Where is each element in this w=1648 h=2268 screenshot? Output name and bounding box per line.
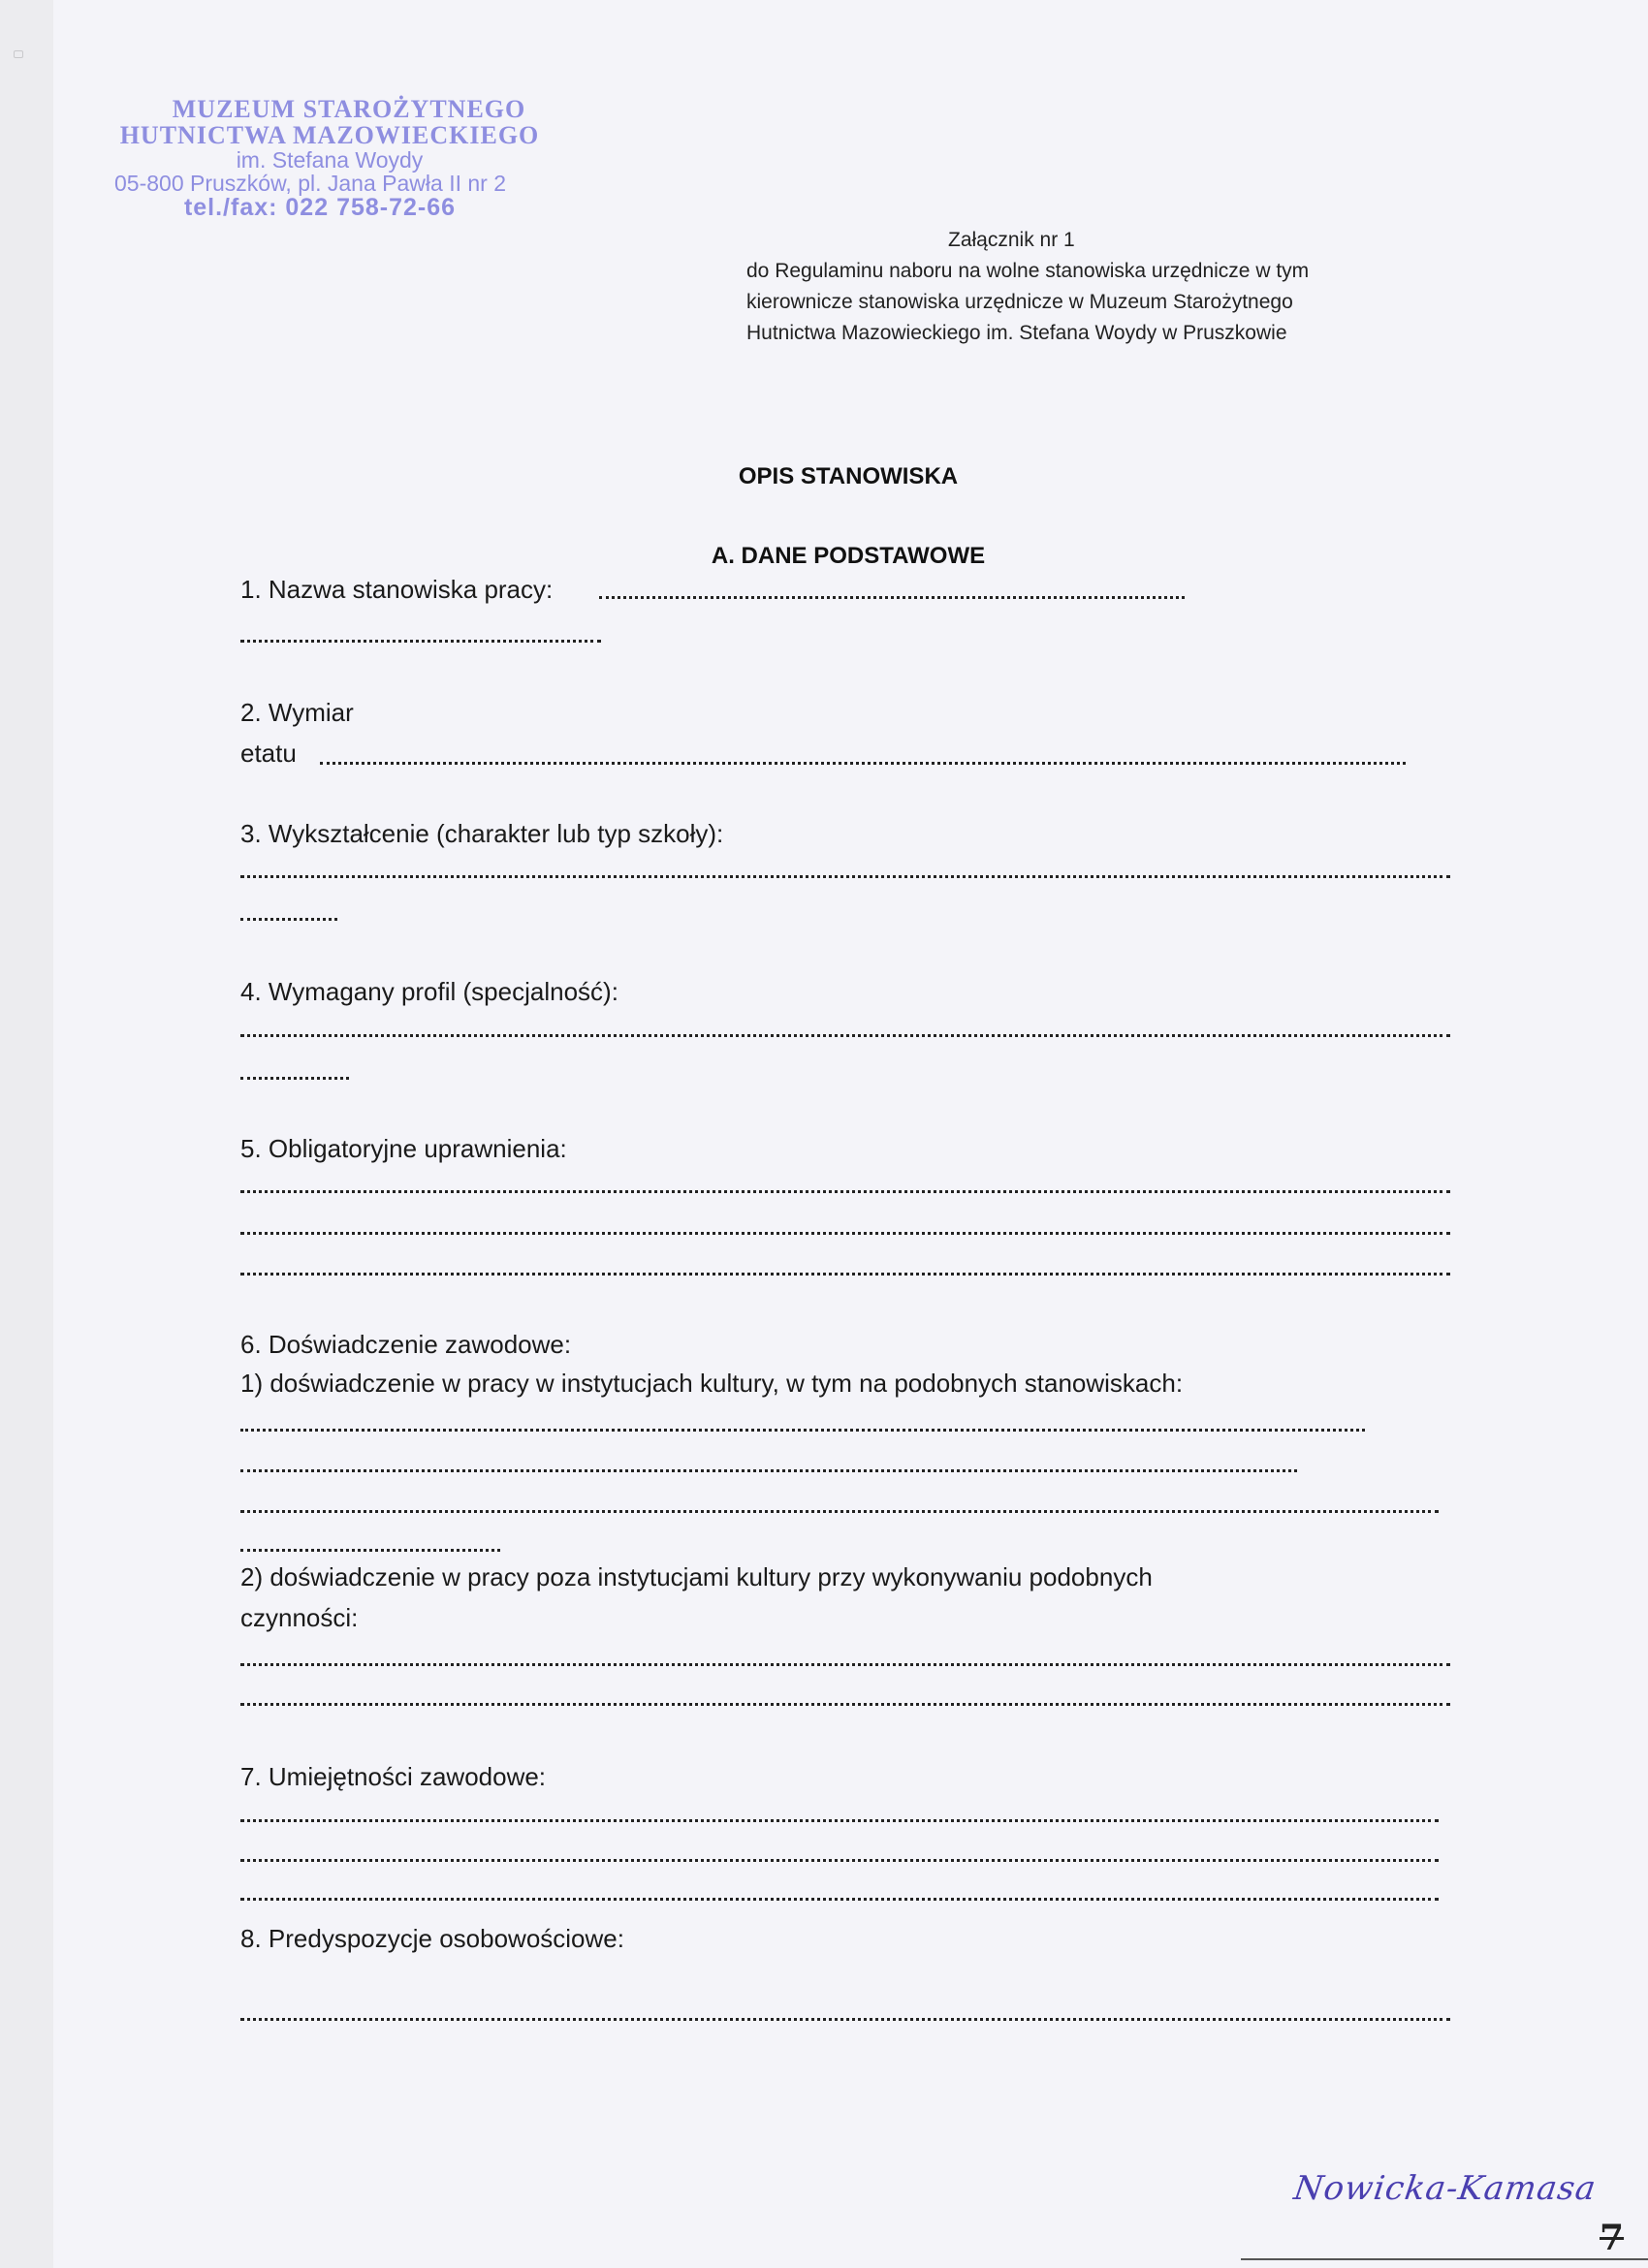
annex-title: Załącznik nr 1: [948, 229, 1075, 251]
field-7-input-line-2[interactable]: [240, 1859, 1439, 1862]
field-6-label: 6. Doświadczenie zawodowe:: [240, 1330, 572, 1359]
field-6-1-input-line-3[interactable]: [240, 1510, 1439, 1513]
field-5-input-line-2[interactable]: [240, 1232, 1450, 1235]
field-6-1-input-line[interactable]: [240, 1429, 1365, 1432]
stamp-line-3: im. Stefana Woydy: [236, 147, 424, 173]
field-6-2-label-cont: czynności:: [240, 1603, 359, 1632]
field-1-input-line-2[interactable]: [240, 640, 601, 643]
field-1-label: 1. Nazwa stanowiska pracy:: [240, 575, 554, 604]
field-6-2-input-line[interactable]: [240, 1663, 1450, 1666]
field-7-label: 7. Umiejętności zawodowe:: [240, 1762, 547, 1791]
field-8-input-line[interactable]: [240, 2018, 1450, 2021]
field-6-2-label: 2) doświadczenie w pracy poza instytucjami kultury przy wykonywaniu podobnych: [240, 1562, 1153, 1591]
stamp-line-2: HUTNICTWA MAZOWIECKIEGO: [119, 121, 540, 149]
field-8-label: 8. Predyspozycje osobowościowe:: [240, 1924, 624, 1953]
field-5-label: 5. Obligatoryjne uprawnienia:: [240, 1134, 567, 1163]
field-6-1-input-line-2[interactable]: [240, 1469, 1297, 1472]
field-4-input-line-2[interactable]: [240, 1077, 349, 1080]
field-7-input-line-3[interactable]: [240, 1898, 1439, 1901]
annex-line: kierownicze stanowiska urzędnicze w Muzeum Starożytnego: [746, 291, 1293, 313]
field-4-label: 4. Wymagany profil (specjalność):: [240, 977, 618, 1006]
section-heading: A. DANE PODSTAWOWE: [711, 543, 986, 569]
annex-line: Hutnictwa Mazowieckiego im. Stefana Woydy w Pruszkowie: [746, 322, 1287, 344]
field-5-input-line[interactable]: [240, 1190, 1450, 1193]
field-3-input-line[interactable]: [240, 875, 1450, 878]
handwritten-signature: Nowicka-Kamasa: [1291, 2169, 1600, 2208]
field-3-label: 3. Wykształcenie (charakter lub typ szkoły):: [240, 819, 724, 848]
stamp-line-1: MUZEUM STAROŻYTNEGO: [172, 95, 526, 123]
field-1-input-line[interactable]: [599, 596, 1185, 599]
stamp-address: 05-800 Pruszków, pl. Jana Pawła II nr 2: [114, 171, 506, 196]
scan-bottom-edge: [1241, 2258, 1648, 2260]
field-2-label-cont: etatu: [240, 739, 297, 768]
stamp-phone: tel./fax: 022 758-72-66: [183, 194, 457, 221]
handwritten-page-number: 7: [1600, 2218, 1625, 2258]
field-6-2-input-line-2[interactable]: [240, 1703, 1450, 1706]
field-4-input-line[interactable]: [240, 1034, 1450, 1037]
scan-mark: [14, 50, 23, 58]
museum-stamp: [107, 97, 553, 221]
field-2-input-line[interactable]: [320, 762, 1406, 765]
field-2-label: 2. Wymiar: [240, 698, 354, 727]
field-3-input-line-2[interactable]: [240, 918, 337, 921]
field-5-input-line-3[interactable]: [240, 1273, 1450, 1276]
field-7-input-line[interactable]: [240, 1819, 1439, 1822]
field-6-1-input-line-4[interactable]: [240, 1549, 500, 1552]
field-6-1-label: 1) doświadczenie w pracy w instytucjach kultury, w tym na podobnych stanowiskach:: [240, 1369, 1184, 1398]
annex-header: [746, 225, 1309, 349]
annex-line: do Regulaminu naboru na wolne stanowiska urzędnicze w tym: [746, 260, 1310, 282]
scan-edge: [0, 0, 54, 2268]
document-title: OPIS STANOWISKA: [738, 463, 959, 489]
